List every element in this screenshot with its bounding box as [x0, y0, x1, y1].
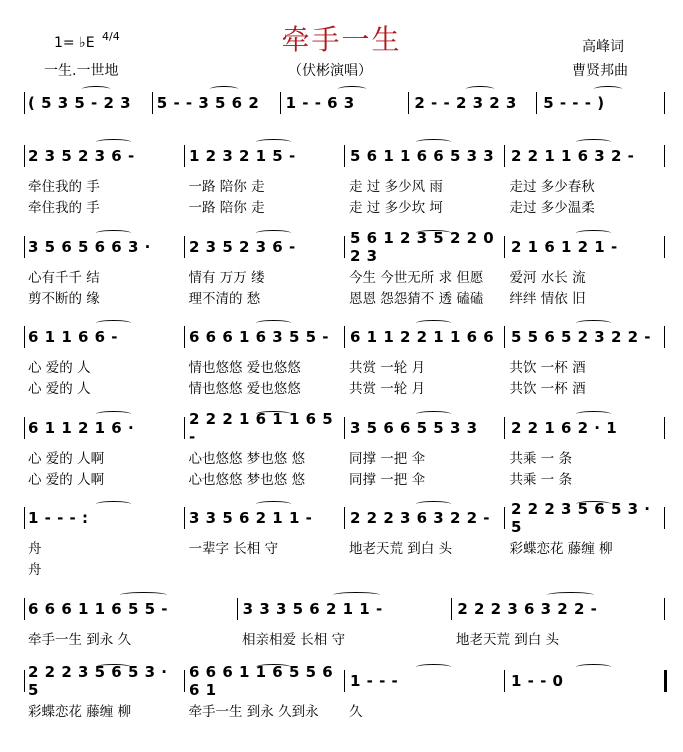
slur-mark: [96, 501, 131, 507]
bar-line: [237, 598, 238, 620]
slur-mark: [256, 664, 291, 670]
slur-mark: [96, 230, 131, 236]
lyric-segment: 地老天荒 到白 头: [349, 541, 453, 557]
bar-line: [24, 145, 25, 167]
lyric-line: [24, 537, 664, 555]
bar-line: [504, 417, 505, 439]
bar-line: [24, 92, 25, 114]
bar-line: [24, 507, 25, 529]
slur-mark: [416, 664, 451, 670]
bar-line: [184, 236, 185, 258]
slur-mark: [576, 230, 611, 236]
bar-line: [184, 326, 185, 348]
bar-line: [280, 92, 281, 114]
lyric-line: [24, 700, 664, 718]
measure: 5 - - - ): [543, 94, 605, 112]
lyric-segment: 共赏 一轮 月: [349, 360, 426, 376]
measure: 2 2 2 3 5 6 5 3 · 5: [511, 500, 651, 536]
lyric-segment: 彩蝶恋花 藤缠 柳: [509, 541, 613, 557]
slur-mark: [594, 86, 622, 92]
lyric-segment: 爱河 水长 流: [509, 270, 586, 286]
slur-mark: [210, 86, 238, 92]
bar-line: [344, 670, 345, 692]
bar-line: [344, 145, 345, 167]
lyric-segment: 心也悠悠 梦也悠 悠: [188, 451, 306, 467]
slur-mark: [256, 320, 291, 326]
lyric-line: [24, 175, 664, 193]
bar-line: [184, 507, 185, 529]
bar-line: [504, 236, 505, 258]
measure: 6 1 1 2 2 1 1 6 6: [350, 328, 495, 346]
lyric-segment: 同撑 一把 伞: [349, 451, 426, 467]
lyric-line: [24, 266, 664, 284]
lyric-segment: 牵手一生 到永 久: [28, 632, 132, 648]
slur-mark: [256, 501, 291, 507]
lyric-segment: 情也悠悠 爱也悠悠: [188, 360, 301, 376]
bar-line: [504, 145, 505, 167]
bar-line: [408, 92, 409, 114]
lyric-segment: 情也悠悠 爱也悠悠: [188, 381, 301, 397]
bar-line: [664, 145, 665, 167]
bar-line: [664, 417, 665, 439]
bar-line: [344, 507, 345, 529]
lyric-segment: 情有 万万 缕: [188, 270, 265, 286]
key-signature: 1= ♭E: [54, 35, 95, 51]
measure: 6 6 6 1 6 3 5 5 -: [189, 328, 329, 346]
slur-mark: [338, 86, 366, 92]
bar-line: [24, 598, 25, 620]
slur-mark: [256, 411, 291, 417]
measure: 2 2 2 3 6 3 2 2 -: [457, 600, 598, 618]
lyric-segment: 心 爱的 人啊: [28, 451, 105, 467]
bar-line: [344, 326, 345, 348]
lyric-segment: 走 过 多少坎 坷: [349, 200, 443, 216]
lyric-segment: 走过 多少春秋: [509, 179, 595, 195]
bar-line: [184, 670, 185, 692]
lyric-segment: 一路 陪你 走: [188, 179, 265, 195]
slur-mark: [96, 411, 131, 417]
slur-mark: [82, 86, 110, 92]
lyricist-credit: 高峰词: [582, 39, 624, 55]
slur-mark: [96, 664, 131, 670]
measure: 2 2 2 3 5 6 5 3 · 5: [28, 663, 168, 699]
subtitle: 一生.一世地: [44, 63, 119, 79]
measure: 6 1 1 6 6 -: [28, 328, 119, 346]
bar-line: [152, 92, 153, 114]
lyric-segment: 彩蝶恋花 藤缠 柳: [28, 704, 132, 720]
lyric-line: [24, 287, 664, 305]
slur-mark: [547, 592, 594, 598]
lyric-segment: 心 爱的 人啊: [28, 472, 105, 488]
bar-line: [504, 670, 505, 692]
lyric-segment: 共饮 一杯 酒: [509, 360, 586, 376]
lyric-segment: 共乘 一 条: [509, 472, 573, 488]
measure: 1 2 3 2 1 5 -: [189, 147, 296, 165]
slur-mark: [120, 592, 167, 598]
time-signature: [102, 31, 120, 42]
lyric-segment: 一辈字 长相 守: [188, 541, 279, 557]
lyric-segment: [183, 558, 344, 576]
slur-mark: [576, 139, 611, 145]
lyric-line: [24, 447, 664, 465]
slur-mark: [416, 230, 451, 236]
lyric-segment: 心也悠悠 梦也悠 悠: [188, 472, 306, 488]
lyric-segment: 共乘 一 条: [509, 451, 573, 467]
bar-line: [344, 236, 345, 258]
measure: 2 3 5 2 3 6 -: [28, 147, 135, 165]
bar-line: [344, 417, 345, 439]
bar-line: [24, 326, 25, 348]
slur-mark: [416, 411, 451, 417]
measure: 3 5 6 5 6 6 3 ·: [28, 238, 151, 256]
bar-line: [664, 92, 665, 114]
bar-line: [664, 236, 665, 258]
notation-line: [24, 92, 664, 114]
slur-mark: [333, 592, 380, 598]
measure: 2 2 1 6 2 · 1: [511, 419, 618, 437]
lyric-segment: 恩恩 怨怨猜不 透 磕磕: [349, 291, 484, 307]
lyric-segment: 舟: [28, 562, 42, 578]
lyric-line: [24, 558, 664, 576]
lyric-segment: 理不清的 愁: [188, 291, 261, 307]
lyric-segment: 地老天荒 到白 头: [456, 632, 560, 648]
measure: 2 2 1 1 6 3 2 -: [511, 147, 635, 165]
lyric-line: [24, 377, 664, 395]
measure: 1 - - - :: [28, 509, 89, 527]
slur-mark: [576, 411, 611, 417]
lyric-segment: [343, 558, 504, 576]
lyric-segment: 心 爱的 人: [28, 381, 91, 397]
measure: 3 5 6 6 5 5 3 3: [350, 419, 478, 437]
notation-line: [24, 598, 664, 620]
measure: 6 6 6 1 1 6 5 5 -: [28, 600, 168, 618]
measure: 2 2 2 3 6 3 2 2 -: [350, 509, 490, 527]
slur-mark: [576, 320, 611, 326]
measure: 2 2 2 1 6 1 1 6 5 -: [189, 410, 334, 446]
lyric-segment: 走 过 多少风 雨: [349, 179, 443, 195]
slur-mark: [96, 320, 131, 326]
lyric-segment: 剪不断的 缘: [28, 291, 100, 307]
measure: 5 5 6 5 2 3 2 2 -: [511, 328, 651, 346]
lyric-segment: [504, 700, 665, 718]
bar-line: [24, 670, 25, 692]
bar-line: [664, 326, 665, 348]
measure: 6 6 6 1 1 6 5 5 6 6 1: [189, 663, 334, 699]
lyric-segment: 牵手一生 到永 久到永: [188, 704, 319, 720]
slur-mark: [576, 501, 611, 507]
lyric-segment: 今生 今世无所 求 但愿: [349, 270, 484, 286]
bar-line: [664, 507, 665, 529]
measure: ( 5 3 5 - 2 3: [28, 94, 132, 112]
measure: 3 3 5 6 2 1 1 -: [189, 509, 313, 527]
time-signature-value: 4/4: [102, 30, 120, 43]
slur-mark: [466, 86, 494, 92]
lyric-line: [24, 196, 664, 214]
slur-mark: [256, 230, 291, 236]
bar-line: [24, 236, 25, 258]
bar-line: [184, 145, 185, 167]
lyric-segment: 相亲相爱 长相 守: [242, 632, 346, 648]
lyric-segment: 走过 多少温柔: [509, 200, 595, 216]
slur-mark: [416, 320, 451, 326]
measure: 1 - - 6 3: [285, 94, 355, 112]
lyric-line: [24, 356, 664, 374]
lyric-segment: 久: [349, 704, 363, 720]
bar-line: [664, 670, 667, 692]
lyric-segment: 心有千千 结: [28, 270, 100, 286]
lyric-segment: 绊绊 情依 旧: [509, 291, 586, 307]
bar-line: [536, 92, 537, 114]
composer-credit: 曹贤邦曲: [572, 63, 628, 79]
slur-mark: [96, 139, 131, 145]
measure: 5 6 1 2 3 5 2 2 0 2 3: [350, 229, 495, 265]
measure: 2 - - 2 3 2 3: [414, 94, 517, 112]
measure: 2 1 6 1 2 1 -: [511, 238, 618, 256]
bar-line: [504, 507, 505, 529]
song-title: 牵手一生: [281, 23, 402, 56]
lyric-line: [24, 628, 664, 646]
bar-line: [664, 598, 665, 620]
lyric-segment: 同撑 一把 伞: [349, 472, 426, 488]
lyric-line: [24, 468, 664, 486]
measure: 2 3 5 2 3 6 -: [189, 238, 296, 256]
bar-line: [24, 417, 25, 439]
bar-line: [504, 326, 505, 348]
measure: 6 1 1 2 1 6 ·: [28, 419, 135, 437]
slur-mark: [256, 139, 291, 145]
measure: 3 3 3 5 6 2 1 1 -: [242, 600, 383, 618]
lyric-segment: 舟: [28, 541, 42, 557]
lyric-segment: [504, 558, 665, 576]
lyric-segment: 牵住我的 手: [28, 200, 100, 216]
measure: 5 - - 3 5 6 2: [156, 94, 260, 112]
slur-mark: [576, 664, 611, 670]
measure: 1 - - -: [350, 672, 399, 690]
slur-mark: [416, 501, 451, 507]
bar-line: [451, 598, 452, 620]
lyric-segment: 心 爱的 人: [28, 360, 91, 376]
lyric-segment: 一路 陪你 走: [188, 200, 265, 216]
measure: 1 - - 0: [511, 672, 564, 690]
performer-credit: （伏彬演唱）: [288, 63, 372, 79]
measure: 5 6 1 1 6 6 5 3 3: [350, 147, 495, 165]
lyric-segment: 牵住我的 手: [28, 179, 100, 195]
lyric-segment: 共赏 一轮 月: [349, 381, 426, 397]
slur-mark: [416, 139, 451, 145]
lyric-segment: 共饮 一杯 酒: [509, 381, 586, 397]
bar-line: [184, 417, 185, 439]
